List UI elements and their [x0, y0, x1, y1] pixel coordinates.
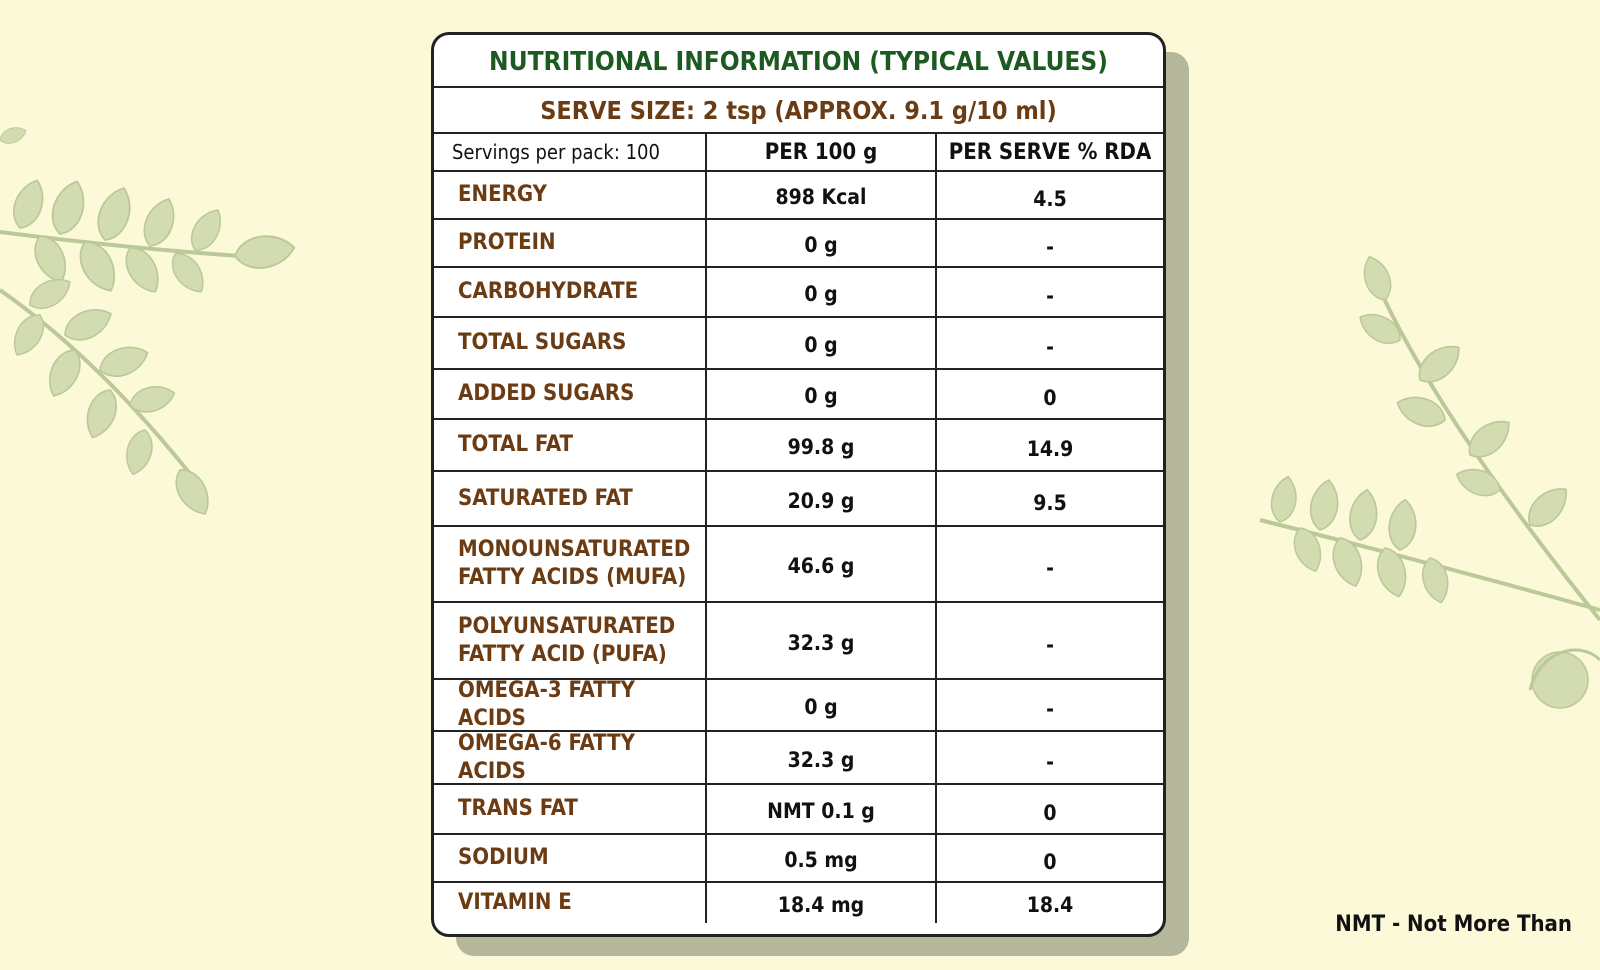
nutrient-name: OMEGA-3 FATTY ACIDS — [434, 680, 707, 730]
serve-size: SERVE SIZE: 2 tsp (APPROX. 9.1 g/10 ml) — [434, 88, 1163, 134]
table-row — [434, 370, 1163, 420]
rda-value: - — [1046, 556, 1054, 580]
rda-value: 9.5 — [1033, 490, 1067, 515]
table-row — [434, 527, 1163, 603]
rda-value: - — [1046, 632, 1054, 657]
per-100g-value: 20.9 g — [707, 472, 937, 525]
rda-value: 14.9 — [1026, 437, 1074, 461]
nutrient-name: OMEGA-6 FATTY ACIDS — [434, 732, 707, 783]
nutrition-panel — [431, 32, 1166, 937]
nutrient-name: MONOUNSATURATED FATTY ACIDS (MUFA) — [434, 527, 707, 601]
rda-value: 0 — [1043, 850, 1057, 874]
rda-value: - — [1046, 697, 1054, 721]
footnote: NMT - Not More Than — [1335, 912, 1572, 937]
nutrient-name: TRANS FAT — [434, 785, 707, 833]
per-100g-value: 0 g — [707, 370, 937, 418]
table-row — [434, 420, 1163, 472]
per-100g-value: 18.4 mg — [707, 883, 937, 923]
rda-value: 0 — [1043, 386, 1057, 410]
table-row — [434, 835, 1163, 883]
table-row — [434, 732, 1163, 785]
table-row — [434, 318, 1163, 370]
per-100g-value: 0 g — [707, 680, 937, 730]
panel-title: NUTRITIONAL INFORMATION (TYPICAL VALUES) — [434, 35, 1163, 88]
nutrient-name: ENERGY — [434, 172, 707, 218]
table-row — [434, 603, 1163, 680]
per-100g-value: NMT 0.1 g — [707, 785, 937, 833]
nutrient-name: CARBOHYDRATE — [434, 268, 707, 316]
rda-value: - — [1046, 749, 1054, 774]
per-100g-value: 0 g — [707, 268, 937, 316]
per-100g-value: 0 g — [707, 220, 937, 266]
rda-value: 0 — [1043, 801, 1057, 825]
rda-value: 4.5 — [1033, 187, 1067, 211]
per-100g-value: 0 g — [707, 318, 937, 368]
nutrient-name: POLYUNSATURATED FATTY ACID (PUFA) — [434, 603, 707, 678]
rda-value: 18.4 — [1026, 893, 1074, 917]
per-serve-rda-header: PER SERVE % RDA — [948, 139, 1152, 165]
per-100g-value: 32.3 g — [707, 732, 937, 783]
table-header — [434, 134, 1163, 172]
nutrient-name: SODIUM — [434, 835, 707, 881]
per-100g-header: PER 100 g — [707, 134, 937, 170]
table-row — [434, 172, 1163, 220]
rda-value: - — [1046, 335, 1054, 359]
per-100g-value: 46.6 g — [707, 527, 937, 601]
table-row — [434, 268, 1163, 318]
nutrient-name: TOTAL SUGARS — [434, 318, 707, 368]
table-row — [434, 472, 1163, 527]
nutrient-name: PROTEIN — [434, 220, 707, 266]
per-100g-value: 0.5 mg — [707, 835, 937, 881]
nutrient-name: TOTAL FAT — [434, 420, 707, 470]
table-row — [434, 883, 1163, 923]
nutrient-name: SATURATED FAT — [434, 472, 707, 525]
nutrient-name: ADDED SUGARS — [434, 370, 707, 418]
table-row — [434, 680, 1163, 732]
per-100g-value: 32.3 g — [707, 603, 937, 678]
rda-value: - — [1046, 284, 1054, 308]
per-100g-value: 99.8 g — [707, 420, 937, 470]
rda-value: - — [1046, 235, 1054, 259]
per-100g-value: 898 Kcal — [707, 172, 937, 218]
servings-per-pack: Servings per pack: 100 — [434, 134, 707, 170]
table-row — [434, 220, 1163, 268]
nutrient-name: VITAMIN E — [434, 883, 707, 923]
table-row — [434, 785, 1163, 835]
